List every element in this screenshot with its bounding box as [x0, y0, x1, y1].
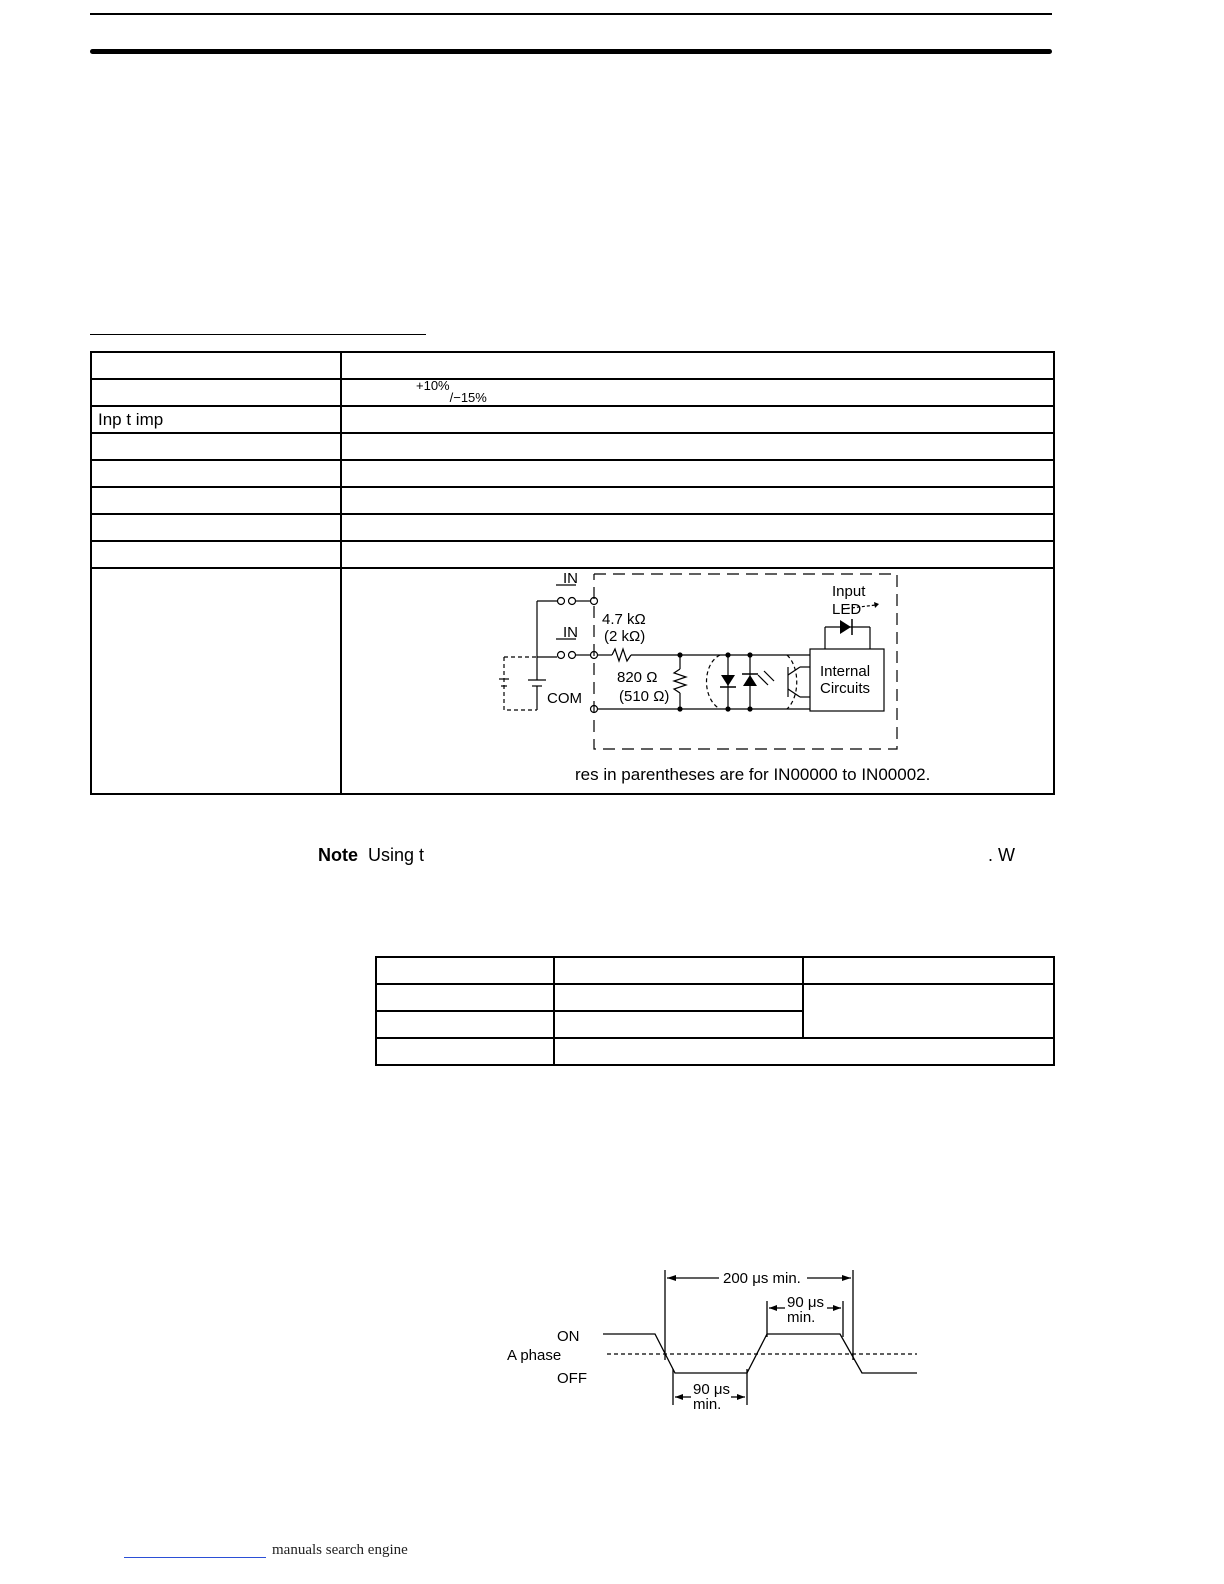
a-phase-timing-diagram — [495, 1265, 925, 1415]
a-phase-label: A phase — [507, 1347, 562, 1364]
table-row-circuit — [91, 568, 1054, 794]
table-row — [91, 541, 1054, 568]
input-spec-table — [90, 351, 1055, 795]
com-label: COM — [547, 690, 582, 707]
resistor-shunt — [674, 669, 686, 693]
led-icon — [840, 620, 851, 634]
high-width-label-1: 90 μs — [787, 1294, 824, 1311]
in-label-top: IN — [563, 570, 578, 587]
input-impedance-label: Inp t imp — [91, 406, 341, 433]
counter-spec-table — [375, 956, 1055, 1066]
tolerance-lower: /−15% — [449, 389, 487, 405]
footer-link[interactable] — [124, 1543, 266, 1558]
note-text-end: . W — [988, 845, 1015, 865]
footer-text: manuals search engine — [272, 1542, 408, 1558]
header-rule-thick — [90, 49, 1052, 54]
table-row-impedance — [91, 406, 1054, 433]
resistor-2-alt-value: (510 Ω) — [619, 688, 670, 705]
section-heading-underline — [90, 334, 426, 335]
note-label: Note — [318, 845, 358, 865]
header-rule-thin — [90, 13, 1052, 15]
table-row-voltage — [91, 379, 1054, 406]
table-row — [91, 487, 1054, 514]
input-circuit-diagram — [342, 569, 1055, 788]
low-width-label-1: 90 μs — [693, 1381, 730, 1398]
note-line — [318, 845, 424, 866]
led-label-line2: LED — [832, 601, 862, 618]
on-label: ON — [557, 1328, 580, 1345]
internal-label-line1: Internal — [820, 663, 871, 680]
table-row — [91, 460, 1054, 487]
high-width-label-2: min. — [787, 1309, 816, 1326]
footer — [124, 1542, 408, 1559]
table-row — [91, 514, 1054, 541]
resistor-1-alt-value: (2 kΩ) — [604, 628, 646, 645]
table-row — [376, 957, 1054, 984]
circuit-caption: res in parentheses are for IN00000 to IN00002. — [575, 765, 931, 784]
off-label: OFF — [557, 1370, 587, 1387]
led-label-line1: Input — [832, 583, 866, 600]
table-row — [91, 352, 1054, 379]
voltage-tolerance-cell — [341, 379, 1054, 406]
circuit-diagram-cell — [341, 568, 1054, 794]
table-row — [91, 433, 1054, 460]
diode-icon — [743, 675, 757, 686]
table-row — [376, 984, 1054, 1011]
in-label-second: IN — [563, 624, 578, 641]
resistor-series — [612, 649, 631, 661]
low-width-label-2: min. — [693, 1396, 722, 1413]
diode-icon — [721, 675, 735, 686]
note-text: Using t — [368, 845, 425, 865]
resistor-1-value: 4.7 kΩ — [602, 611, 646, 628]
period-label: 200 μs min. — [723, 1270, 801, 1287]
table-row — [376, 1038, 1054, 1065]
resistor-2-value: 820 Ω — [617, 669, 658, 686]
tolerance-upper: +10% — [416, 377, 450, 393]
internal-label-line2: Circuits — [820, 680, 871, 697]
